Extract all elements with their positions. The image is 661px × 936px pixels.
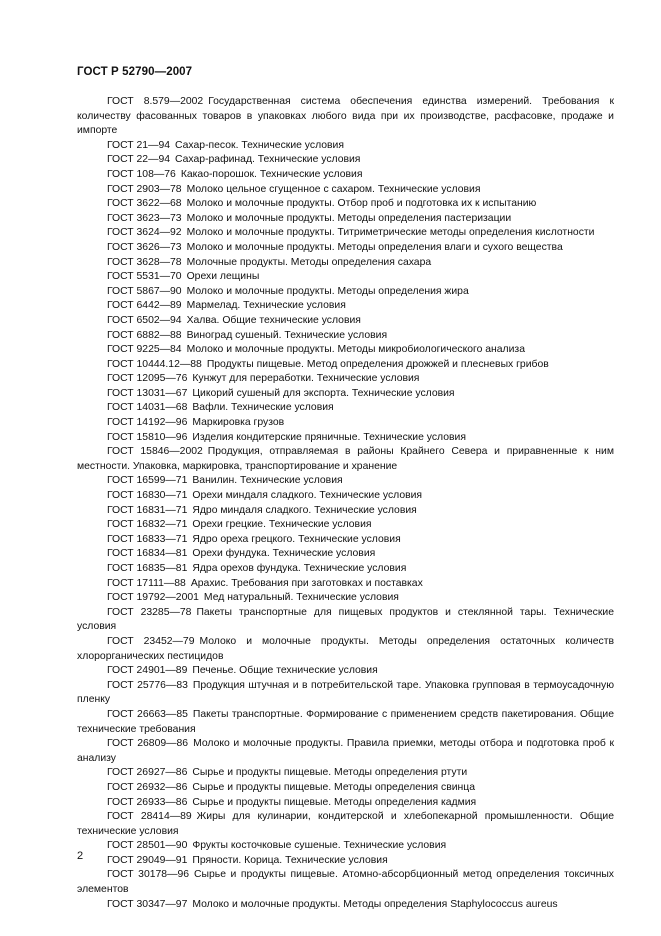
- reference-code: ГОСТ 19792—2001: [107, 592, 199, 604]
- reference-item: [77, 431, 614, 446]
- reference-title: Продукция штучная и в потребительской таре. Упаковка групповая в термоусадочную пленку: [77, 679, 615, 706]
- reference-code: ГОСТ 16831—71: [107, 504, 188, 516]
- reference-title: Орехи грецкие. Технические условия: [192, 519, 372, 531]
- reference-item: [77, 577, 614, 592]
- reference-item: [77, 854, 614, 869]
- reference-title: Маркировка грузов: [192, 417, 285, 429]
- reference-item: [77, 839, 614, 854]
- reference-title: Фрукты косточковые сушеные. Технические условия: [192, 840, 447, 852]
- reference-item: [77, 401, 614, 416]
- reference-item: [77, 95, 614, 139]
- reference-title: Продукция, отправляемая в районы Крайнего Севера и приравненные к ним местности. Упаковка, маркировка, транспортирование и хранение: [77, 446, 614, 472]
- reference-item: [77, 445, 614, 474]
- reference-title: Пакеты транспортные для пищевых продуктов и стеклянной тары. Технические условия: [77, 606, 614, 633]
- reference-item: [77, 547, 614, 562]
- reference-code: ГОСТ 28414—89: [107, 811, 192, 823]
- reference-title: Печенье. Общие технические условия: [192, 665, 378, 677]
- reference-code: ГОСТ 15846—2002: [107, 446, 203, 458]
- reference-item: [77, 343, 614, 358]
- reference-title: Виноград сушеный. Технические условия: [186, 329, 388, 341]
- reference-code: ГОСТ 26927—86: [107, 767, 188, 779]
- reference-code: ГОСТ 17111—88: [107, 577, 186, 589]
- reference-code: ГОСТ 15810—96: [107, 431, 188, 443]
- reference-title: Орехи миндаля сладкого. Технические условия: [192, 490, 423, 502]
- reference-title: Молоко и молочные продукты. Отбор проб и подготовка их к испытанию: [186, 198, 537, 210]
- reference-title: Ванилин. Технические условия: [192, 475, 343, 487]
- reference-code: ГОСТ 26663—85: [107, 708, 188, 720]
- reference-code: ГОСТ 14031—68: [107, 402, 188, 414]
- reference-item: [77, 766, 614, 781]
- reference-code: ГОСТ 3624—92: [107, 227, 182, 239]
- reference-title: Государственная система обеспечения единства измерений. Требования к количеству фасованных товаров в упаковках любого вида при их производстве, расфасовке, продаже и импорте: [77, 96, 614, 137]
- reference-code: ГОСТ 13031—67: [107, 387, 188, 399]
- reference-title: Орехи фундука. Технические условия: [192, 548, 376, 560]
- reference-item: [77, 504, 614, 519]
- reference-code: ГОСТ 26932—86: [107, 781, 188, 793]
- reference-item: [77, 416, 614, 431]
- reference-title: Молоко и молочные продукты. Методы определения пастеризации: [186, 212, 512, 224]
- reference-item: [77, 139, 614, 154]
- reference-code: ГОСТ 29049—91: [107, 854, 188, 866]
- reference-code: ГОСТ 3622—68: [107, 198, 182, 210]
- reference-item: [77, 183, 614, 198]
- reference-item: [77, 664, 614, 679]
- reference-item: [77, 270, 614, 285]
- reference-item: [77, 737, 614, 766]
- reference-item: [77, 197, 614, 212]
- reference-code: ГОСТ 8.579—2002: [107, 96, 204, 107]
- reference-title: Сырье и продукты пищевые. Методы определения кадмия: [192, 796, 477, 808]
- normative-references-list: [77, 95, 614, 912]
- reference-item: [77, 168, 614, 183]
- reference-code: ГОСТ 10444.12—88: [107, 358, 202, 370]
- reference-item: [77, 898, 614, 913]
- reference-title: Молоко и молочные продукты. Правила приемки, методы отбора и подготовка проб к анализу: [77, 738, 614, 764]
- reference-code: ГОСТ 24901—89: [107, 665, 188, 677]
- reference-code: ГОСТ 3628—78: [107, 256, 182, 268]
- reference-item: [77, 489, 614, 504]
- reference-code: ГОСТ 23285—78: [107, 606, 192, 618]
- reference-item: [77, 241, 614, 256]
- reference-title: Сырье и продукты пищевые. Методы определения свинца: [192, 781, 475, 793]
- reference-code: ГОСТ 6502—94: [107, 314, 182, 326]
- reference-item: [77, 212, 614, 227]
- reference-code: ГОСТ 30178—96: [107, 869, 190, 881]
- reference-item: [77, 708, 614, 737]
- reference-title: Жиры для кулинарии, кондитерской и хлебопекарной промышленности. Общие технические условия: [77, 811, 614, 837]
- reference-title: Молоко и молочные продукты. Методы определения жира: [186, 285, 469, 297]
- reference-code: ГОСТ 25776—83: [107, 679, 188, 691]
- reference-code: ГОСТ 2903—78: [107, 183, 182, 195]
- reference-item: [77, 226, 614, 241]
- reference-item: [77, 387, 614, 402]
- reference-code: ГОСТ 26809—86: [107, 738, 189, 750]
- reference-item: [77, 796, 614, 811]
- reference-code: ГОСТ 16599—71: [107, 475, 188, 487]
- reference-title: Молоко и молочные продукты. Методы микробиологического анализа: [186, 344, 525, 356]
- reference-title: Ядро миндаля сладкого. Технические условия: [192, 504, 417, 516]
- reference-title: Молоко и молочные продукты. Методы определения остаточных количеств хлорорганических пестицидов: [77, 635, 614, 662]
- reference-item: [77, 679, 614, 708]
- reference-title: Вафли. Технические условия: [192, 402, 334, 414]
- reference-title: Мед натуральный. Технические условия: [203, 592, 399, 604]
- reference-code: ГОСТ 16832—71: [107, 519, 188, 531]
- reference-code: ГОСТ 26933—86: [107, 796, 188, 808]
- reference-title: Сырье и продукты пищевые. Атомно-абсорбционный метод определения токсичных элементов: [77, 869, 614, 896]
- reference-title: Молоко и молочные продукты. Титриметрические методы определения кислотности: [186, 227, 595, 239]
- reference-title: Молоко цельное сгущенное с сахаром. Технические условия: [186, 183, 481, 195]
- reference-title: Сахар-рафинад. Технические условия: [175, 154, 361, 166]
- reference-code: ГОСТ 3626—73: [107, 241, 182, 253]
- reference-item: [77, 474, 614, 489]
- reference-code: ГОСТ 23452—79: [107, 635, 195, 647]
- reference-title: Пряности. Корица. Технические условия: [192, 854, 388, 866]
- reference-title: Ядра орехов фундука. Технические условия: [192, 563, 407, 574]
- reference-code: ГОСТ 5867—90: [107, 285, 182, 297]
- reference-code: ГОСТ 6882—88: [107, 329, 182, 341]
- reference-title: Ядро ореха грецкого. Технические условия: [192, 533, 401, 545]
- reference-title: Арахис. Требования при заготовках и поставках: [190, 577, 423, 589]
- reference-title: Цикорий сушеный для экспорта. Технические условия: [192, 387, 455, 399]
- reference-title: Молоко и молочные продукты. Методы определения влаги и сухого вещества: [186, 241, 563, 253]
- reference-item: [77, 635, 614, 664]
- reference-code: ГОСТ 14192—96: [107, 417, 188, 429]
- reference-code: ГОСТ 28501—90: [107, 840, 188, 852]
- page-number: 2: [77, 850, 84, 862]
- reference-title: Изделия кондитерские пряничные. Технические условия: [192, 431, 466, 443]
- reference-code: ГОСТ 6442—89: [107, 300, 182, 312]
- reference-title: Какао-порошок. Технические условия: [180, 168, 363, 180]
- reference-item: [77, 562, 614, 577]
- reference-title: Молоко и молочные продукты. Методы определения Staphylococcus aureus: [192, 898, 558, 910]
- reference-title: Кунжут для переработки. Технические условия: [192, 373, 420, 385]
- reference-item: [77, 518, 614, 533]
- reference-title: Мармелад. Технические условия: [186, 300, 346, 312]
- reference-item: [77, 329, 614, 344]
- reference-item: [77, 299, 614, 314]
- reference-item: [77, 372, 614, 387]
- reference-item: [77, 153, 614, 168]
- reference-code: ГОСТ 5531—70: [107, 271, 182, 283]
- reference-code: ГОСТ 16835—81: [107, 563, 188, 574]
- reference-item: [77, 314, 614, 329]
- reference-title: Пакеты транспортные. Формирование с применением средств пакетирования. Общие технические требования: [77, 708, 615, 735]
- reference-code: ГОСТ 16834—81: [107, 548, 188, 560]
- reference-code: ГОСТ 12095—76: [107, 373, 188, 385]
- reference-code: ГОСТ 16833—71: [107, 533, 188, 545]
- reference-item: [77, 533, 614, 548]
- reference-item: [77, 810, 614, 839]
- reference-code: ГОСТ 30347—97: [107, 898, 188, 910]
- reference-title: Сахар-песок. Технические условия: [175, 139, 344, 151]
- reference-item: [77, 256, 614, 271]
- reference-item: [77, 868, 614, 897]
- reference-title: Молочные продукты. Методы определения сахара: [186, 256, 432, 268]
- reference-item: [77, 358, 614, 373]
- reference-title: Халва. Общие технические условия: [186, 314, 361, 326]
- reference-title: Сырье и продукты пищевые. Методы определения ртути: [192, 767, 468, 779]
- reference-code: ГОСТ 9225—84: [107, 344, 182, 356]
- reference-code: ГОСТ 3623—73: [107, 212, 182, 224]
- reference-item: [77, 781, 614, 796]
- reference-code: ГОСТ 22—94: [107, 154, 171, 166]
- reference-code: ГОСТ 108—76: [107, 168, 176, 180]
- reference-code: ГОСТ 16830—71: [107, 490, 188, 502]
- reference-code: ГОСТ 21—94: [107, 139, 171, 151]
- reference-title: Орехи лещины: [186, 271, 260, 283]
- reference-item: [77, 285, 614, 300]
- document-header: ГОСТ Р 52790—2007: [77, 66, 193, 78]
- reference-title: Продукты пищевые. Метод определения дрожжей и плесневых грибов: [206, 358, 549, 370]
- reference-item: [77, 606, 614, 635]
- reference-item: [77, 591, 614, 606]
